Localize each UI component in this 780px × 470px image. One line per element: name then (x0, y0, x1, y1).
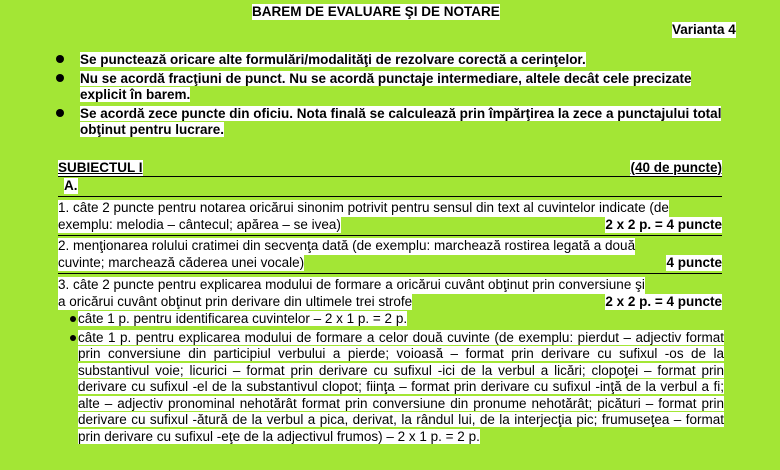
item-score: 2 x 2 p. = 4 puncte (605, 293, 722, 309)
rule-item (56, 106, 736, 139)
bullet-icon (70, 335, 76, 341)
scoring-item-1 (58, 200, 722, 233)
section-divider (58, 196, 722, 197)
bullet-icon (56, 55, 64, 63)
document-title: BAREM DE EVALUARE ŞI DE NOTARE (252, 4, 500, 19)
variant-label: Varianta 4 (672, 22, 736, 37)
rule-item (56, 52, 736, 69)
item-text: 1. câte 2 puncte pentru notarea oricărui sinonim potrivit pentru sensul din text al cuvintelor indicate (de (58, 200, 669, 215)
rule-text: Nu se acordă fracţiuni de punct. Nu se acordă punctaje intermediare, altele decât cele precizate explicit în barem. (80, 70, 692, 102)
bullet-icon (70, 316, 76, 322)
subitem (78, 311, 724, 328)
item-text: cuvinte; marchează căderea unei vocale) (58, 254, 305, 270)
subject-points: (40 de puncte) (630, 160, 722, 175)
bullet-icon (56, 74, 64, 82)
scoring-item-2 (58, 238, 722, 271)
item-text: 3. câte 2 puncte pentru explicarea modului de formare a oricărui cuvânt obţinut prin conversiune şi (58, 277, 645, 292)
general-rules-list (56, 52, 736, 141)
subitem-list (78, 311, 724, 445)
item-text: 2. menţionarea rolului cratimei din secvenţa dată (de exemplu: marchează rostirea legată a două (58, 238, 636, 253)
item-divider (58, 273, 722, 274)
bullet-icon (56, 109, 64, 117)
rule-item (56, 71, 736, 104)
section-label: A. (64, 178, 78, 193)
item-text: exemplu: melodia – cântecul; apărea – se ivea) (58, 216, 341, 232)
item-divider (58, 235, 722, 236)
rule-text: Se acordă zece puncte din oficiu. Nota finală se calculează prin împărţirea la zece a punctajului total obţinut pentru lucrare. (80, 105, 722, 137)
item-score: 2 x 2 p. = 4 puncte (605, 216, 722, 232)
subitem-text: câte 1 p. pentru identificarea cuvintelor – 2 x 1 p. = 2 p. (78, 311, 408, 326)
subject-title: SUBIECTUL I (58, 160, 143, 175)
subitem (78, 330, 724, 446)
scoring-item-3 (58, 277, 722, 310)
item-score: 4 puncte (666, 254, 722, 270)
subject-header (58, 160, 722, 177)
rule-text: Se punctează oricare alte formulări/modalităţi de rezolvare corectă a cerinţelor. (80, 52, 586, 67)
subitem-text: câte 1 p. pentru explicarea modului de formare a celor două cuvinte (de exemplu: pierdut – adjectiv format prin conversiune din participiul verbului a pierde; voioasă – format prin derivare cu sufixul -os de la substantivul voie; licurici – format prin derivare cu sufixul -ici de la verbul a licări; clopoţei – format prin derivare cu sufixul -el de la substantivul clopot; fiinţa – format prin derivare cu sufixul -inţă de la verbul a fi; alte – adjectiv pronominal nehotărât format prin conversiune din pronume nehotărât; picături – format prin derivare cu sufixul -ătură de la verbul a pica, derivat, la rândul lui, de la interjecţia pic; frumuseţea – format prin derivare cu sufixul -eţe de la adjectivul frumos) – 2 x 1 p. = 2 p. (78, 329, 724, 444)
item-text: a oricărui cuvânt obţinut prin derivare din ultimele trei strofe (58, 293, 413, 309)
